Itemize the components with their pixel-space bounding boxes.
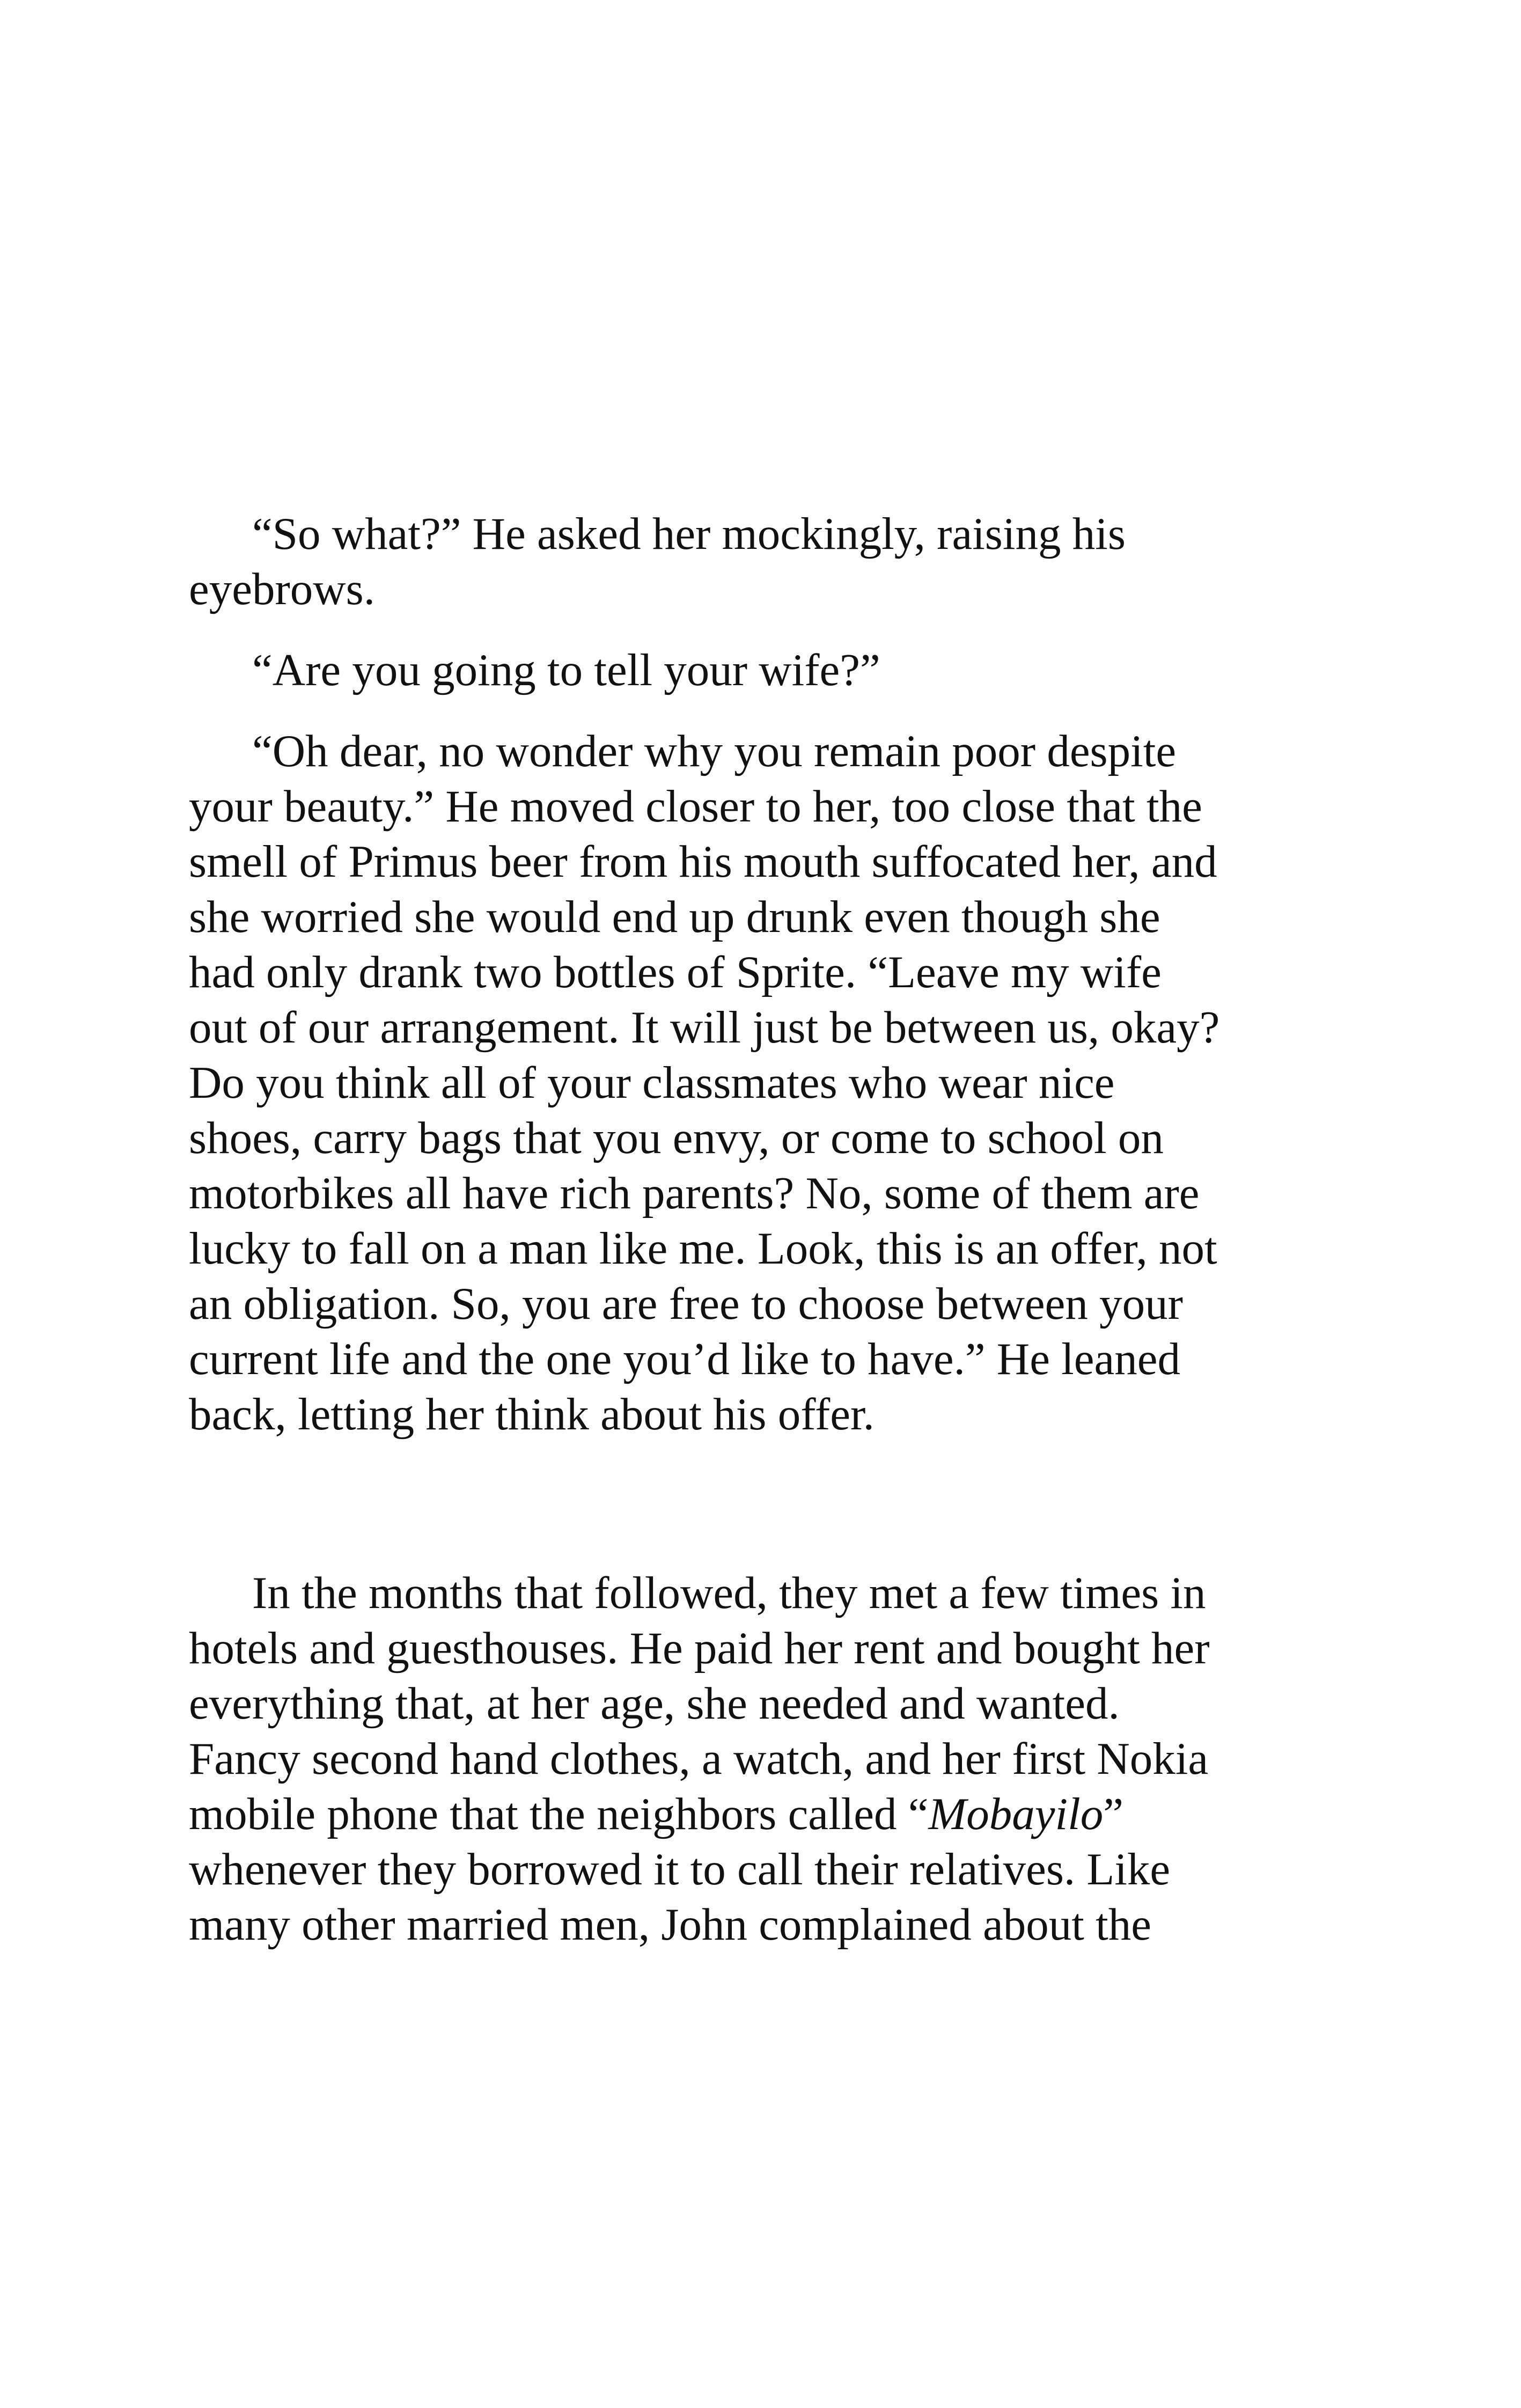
paragraph xyxy=(189,724,1316,1442)
text-line: motorbikes all have rich parents? No, some of them are xyxy=(189,1168,1200,1218)
text-line: Fancy second hand clothes, a watch, and her first Nokia xyxy=(189,1734,1209,1784)
text-line: many other married men, John complained about the xyxy=(189,1899,1151,1950)
text-line: she worried she would end up drunk even though she xyxy=(189,892,1160,942)
text-line: shoes, carry bags that you envy, or come to school on xyxy=(189,1113,1164,1163)
section-two xyxy=(189,1566,1316,1952)
text-line: “Oh dear, no wonder why you remain poor despite xyxy=(252,726,1177,776)
text-line: back, letting her think about his offer. xyxy=(189,1389,875,1440)
text-line: had only drank two bottles of Sprite. “Leave my wife xyxy=(189,947,1162,997)
text-segment: mobile phone that the neighbors called “ xyxy=(189,1789,929,1839)
text-line: hotels and guesthouses. He paid her rent and bought her xyxy=(189,1623,1210,1673)
text-line-with-italic xyxy=(189,1787,1316,1842)
text-line: current life and the one you’d like to have.” He leaned xyxy=(189,1334,1180,1384)
text-line: out of our arrangement. It will just be between us, okay? xyxy=(189,1002,1220,1053)
paragraph xyxy=(189,506,1316,617)
text-segment: ” xyxy=(1103,1789,1123,1839)
text-line: In the months that followed, they met a few times in xyxy=(252,1568,1206,1618)
text-line: everything that, at her age, she needed and wanted. xyxy=(189,1678,1120,1729)
text-line: whenever they borrowed it to call their relatives. Like xyxy=(189,1844,1171,1895)
text-line: “So what?” He asked her mockingly, raising his xyxy=(252,509,1126,559)
section-one xyxy=(189,506,1316,1442)
text-line: lucky to fall on a man like me. Look, this is an offer, not xyxy=(189,1223,1217,1274)
text-line: smell of Primus beer from his mouth suffocated her, and xyxy=(189,836,1217,887)
paragraph xyxy=(189,643,1316,698)
text-line: Do you think all of your classmates who wear nice xyxy=(189,1058,1115,1108)
italic-word: Mobayilo xyxy=(928,1789,1104,1839)
text-line: your beauty.” He moved closer to her, too close that the xyxy=(189,781,1202,832)
text-line: eyebrows. xyxy=(189,564,375,614)
paragraph xyxy=(189,1566,1316,1952)
text-line: an obligation. So, you are free to choose between your xyxy=(189,1279,1183,1329)
text-line: “Are you going to tell your wife?” xyxy=(252,645,880,695)
